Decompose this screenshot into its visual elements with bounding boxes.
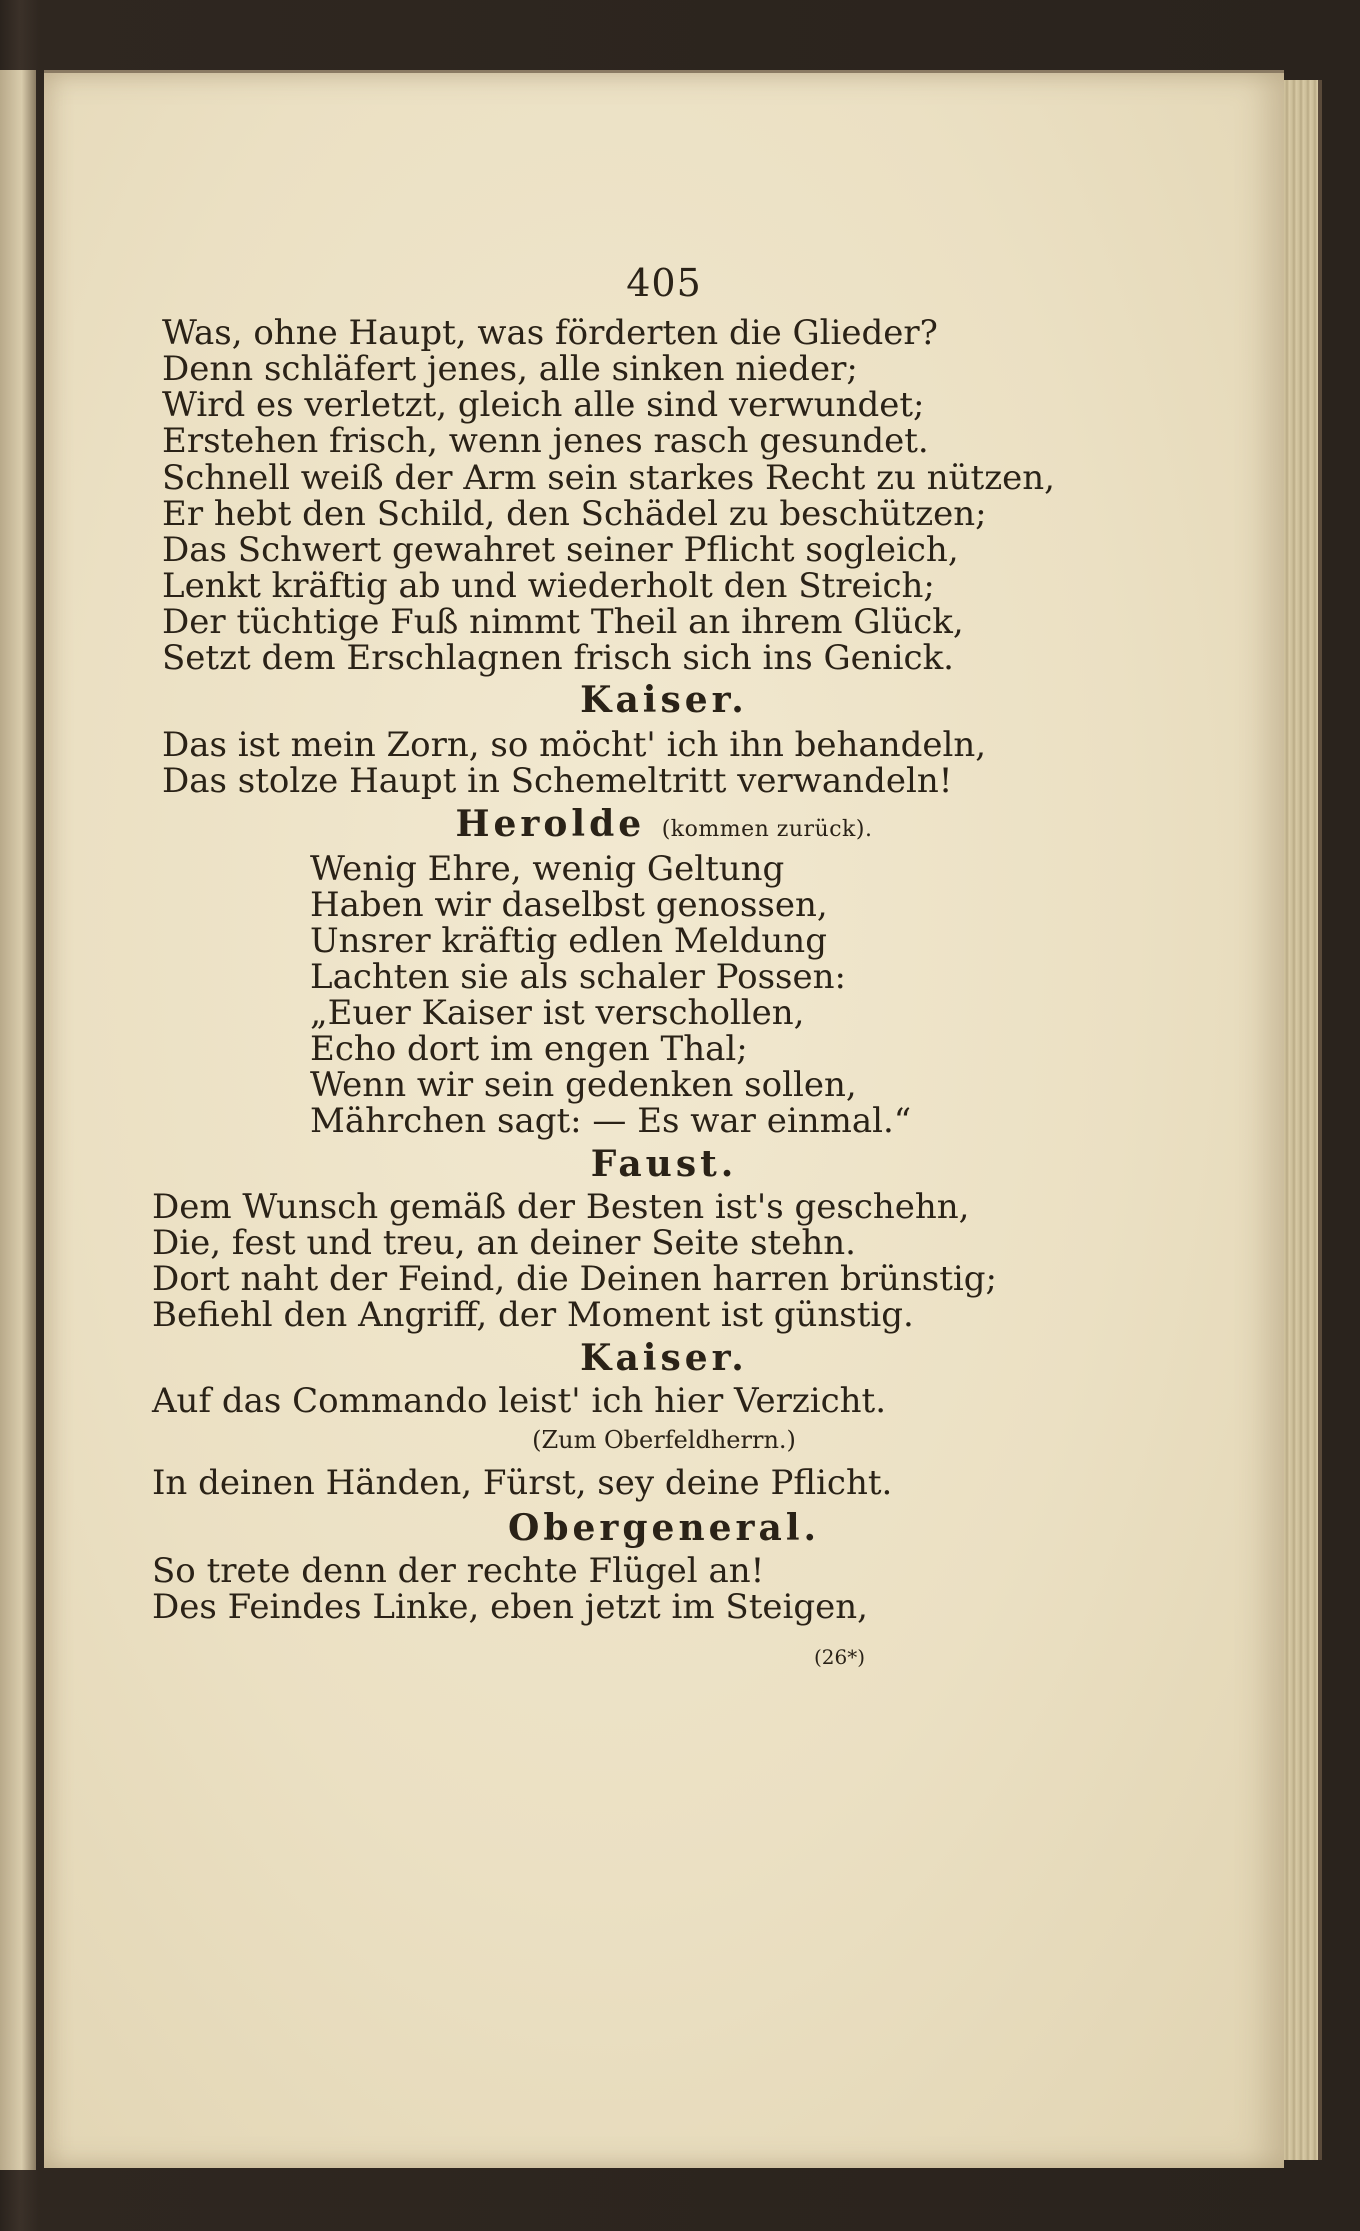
verse-line: Wenig Ehre, wenig Geltung [310,849,785,889]
verse-line: Wird es verletzt, gleich alle sind verwundet; [162,385,925,425]
verse-line: So trete denn der rechte Flügel an! [152,1551,765,1591]
verse-line: Schnell weiß der Arm sein starkes Recht zu nützen, [162,458,1055,498]
verse-line: Dem Wunsch gemäß der Besten ist's geschehn, [152,1187,970,1227]
signature-mark: (26*) [814,1645,866,1669]
verse-line: Das stolze Haupt in Schemeltritt verwandeln! [162,761,953,801]
speaker-heading: Obergeneral. [507,1507,821,1549]
verse-line: Denn schläfert jenes, alle sinken nieder; [162,349,858,389]
verse-line: Erstehen frisch, wenn jenes rasch gesundet. [162,421,929,461]
verse-line: Dort naht der Feind, die Deinen harren brünstig; [152,1259,998,1299]
verse-line: Die, fest und treu, an deiner Seite stehn. [152,1223,856,1263]
page-text [44,73,1284,2168]
verse-line: Auf das Commando leist' ich hier Verzicht. [152,1381,887,1421]
verse-line: Der tüchtige Fuß nimmt Theil an ihrem Glück, [162,602,964,642]
verse-line: „Euer Kaiser ist verschollen, [310,993,805,1033]
verse-line: Er hebt den Schild, den Schädel zu beschützen; [162,494,987,534]
left-page-edge [0,70,36,2170]
speaker-name: Herolde [455,803,646,845]
verse-line: Echo dort im engen Thal; [310,1029,748,1069]
page-number: 405 [626,261,702,305]
speaker-heading: Kaiser. [580,1337,748,1379]
verse-line: Unsrer kräftig edlen Meldung [310,921,827,961]
verse-line: In deinen Händen, Fürst, sey deine Pflicht. [152,1463,893,1503]
verse-line: Was, ohne Haupt, was förderten die Glieder? [162,313,938,353]
speaker-heading [44,803,1284,851]
verse-line: Das Schwert gewahret seiner Pflicht sogleich, [162,530,959,570]
verse-line: Lachten sie als schaler Possen: [310,957,846,997]
verse-line: Setzt dem Erschlagnen frisch sich ins Genick. [162,638,954,678]
verse-line: Lenkt kräftig ab und wiederholt den Streich; [162,566,935,606]
verse-line: Das ist mein Zorn, so möcht' ich ihn behandeln, [162,725,987,765]
verse-line: Befiehl den Angriff, der Moment ist günstig. [152,1295,914,1335]
speaker-direction: (kommen zurück). [661,817,873,842]
stage-direction: (Zum Oberfeldherrn.) [532,1426,796,1454]
verse-line: Wenn wir sein gedenken sollen, [310,1065,857,1105]
speaker-heading: Faust. [590,1143,738,1185]
book-page [44,70,1284,2168]
verse-line: Haben wir daselbst genossen, [310,885,828,925]
verse-line: Des Feindes Linke, eben jetzt im Steigen, [152,1587,868,1627]
verse-line: Mährchen sagt: — Es war einmal.“ [310,1101,912,1141]
speaker-heading: Kaiser. [580,679,748,721]
